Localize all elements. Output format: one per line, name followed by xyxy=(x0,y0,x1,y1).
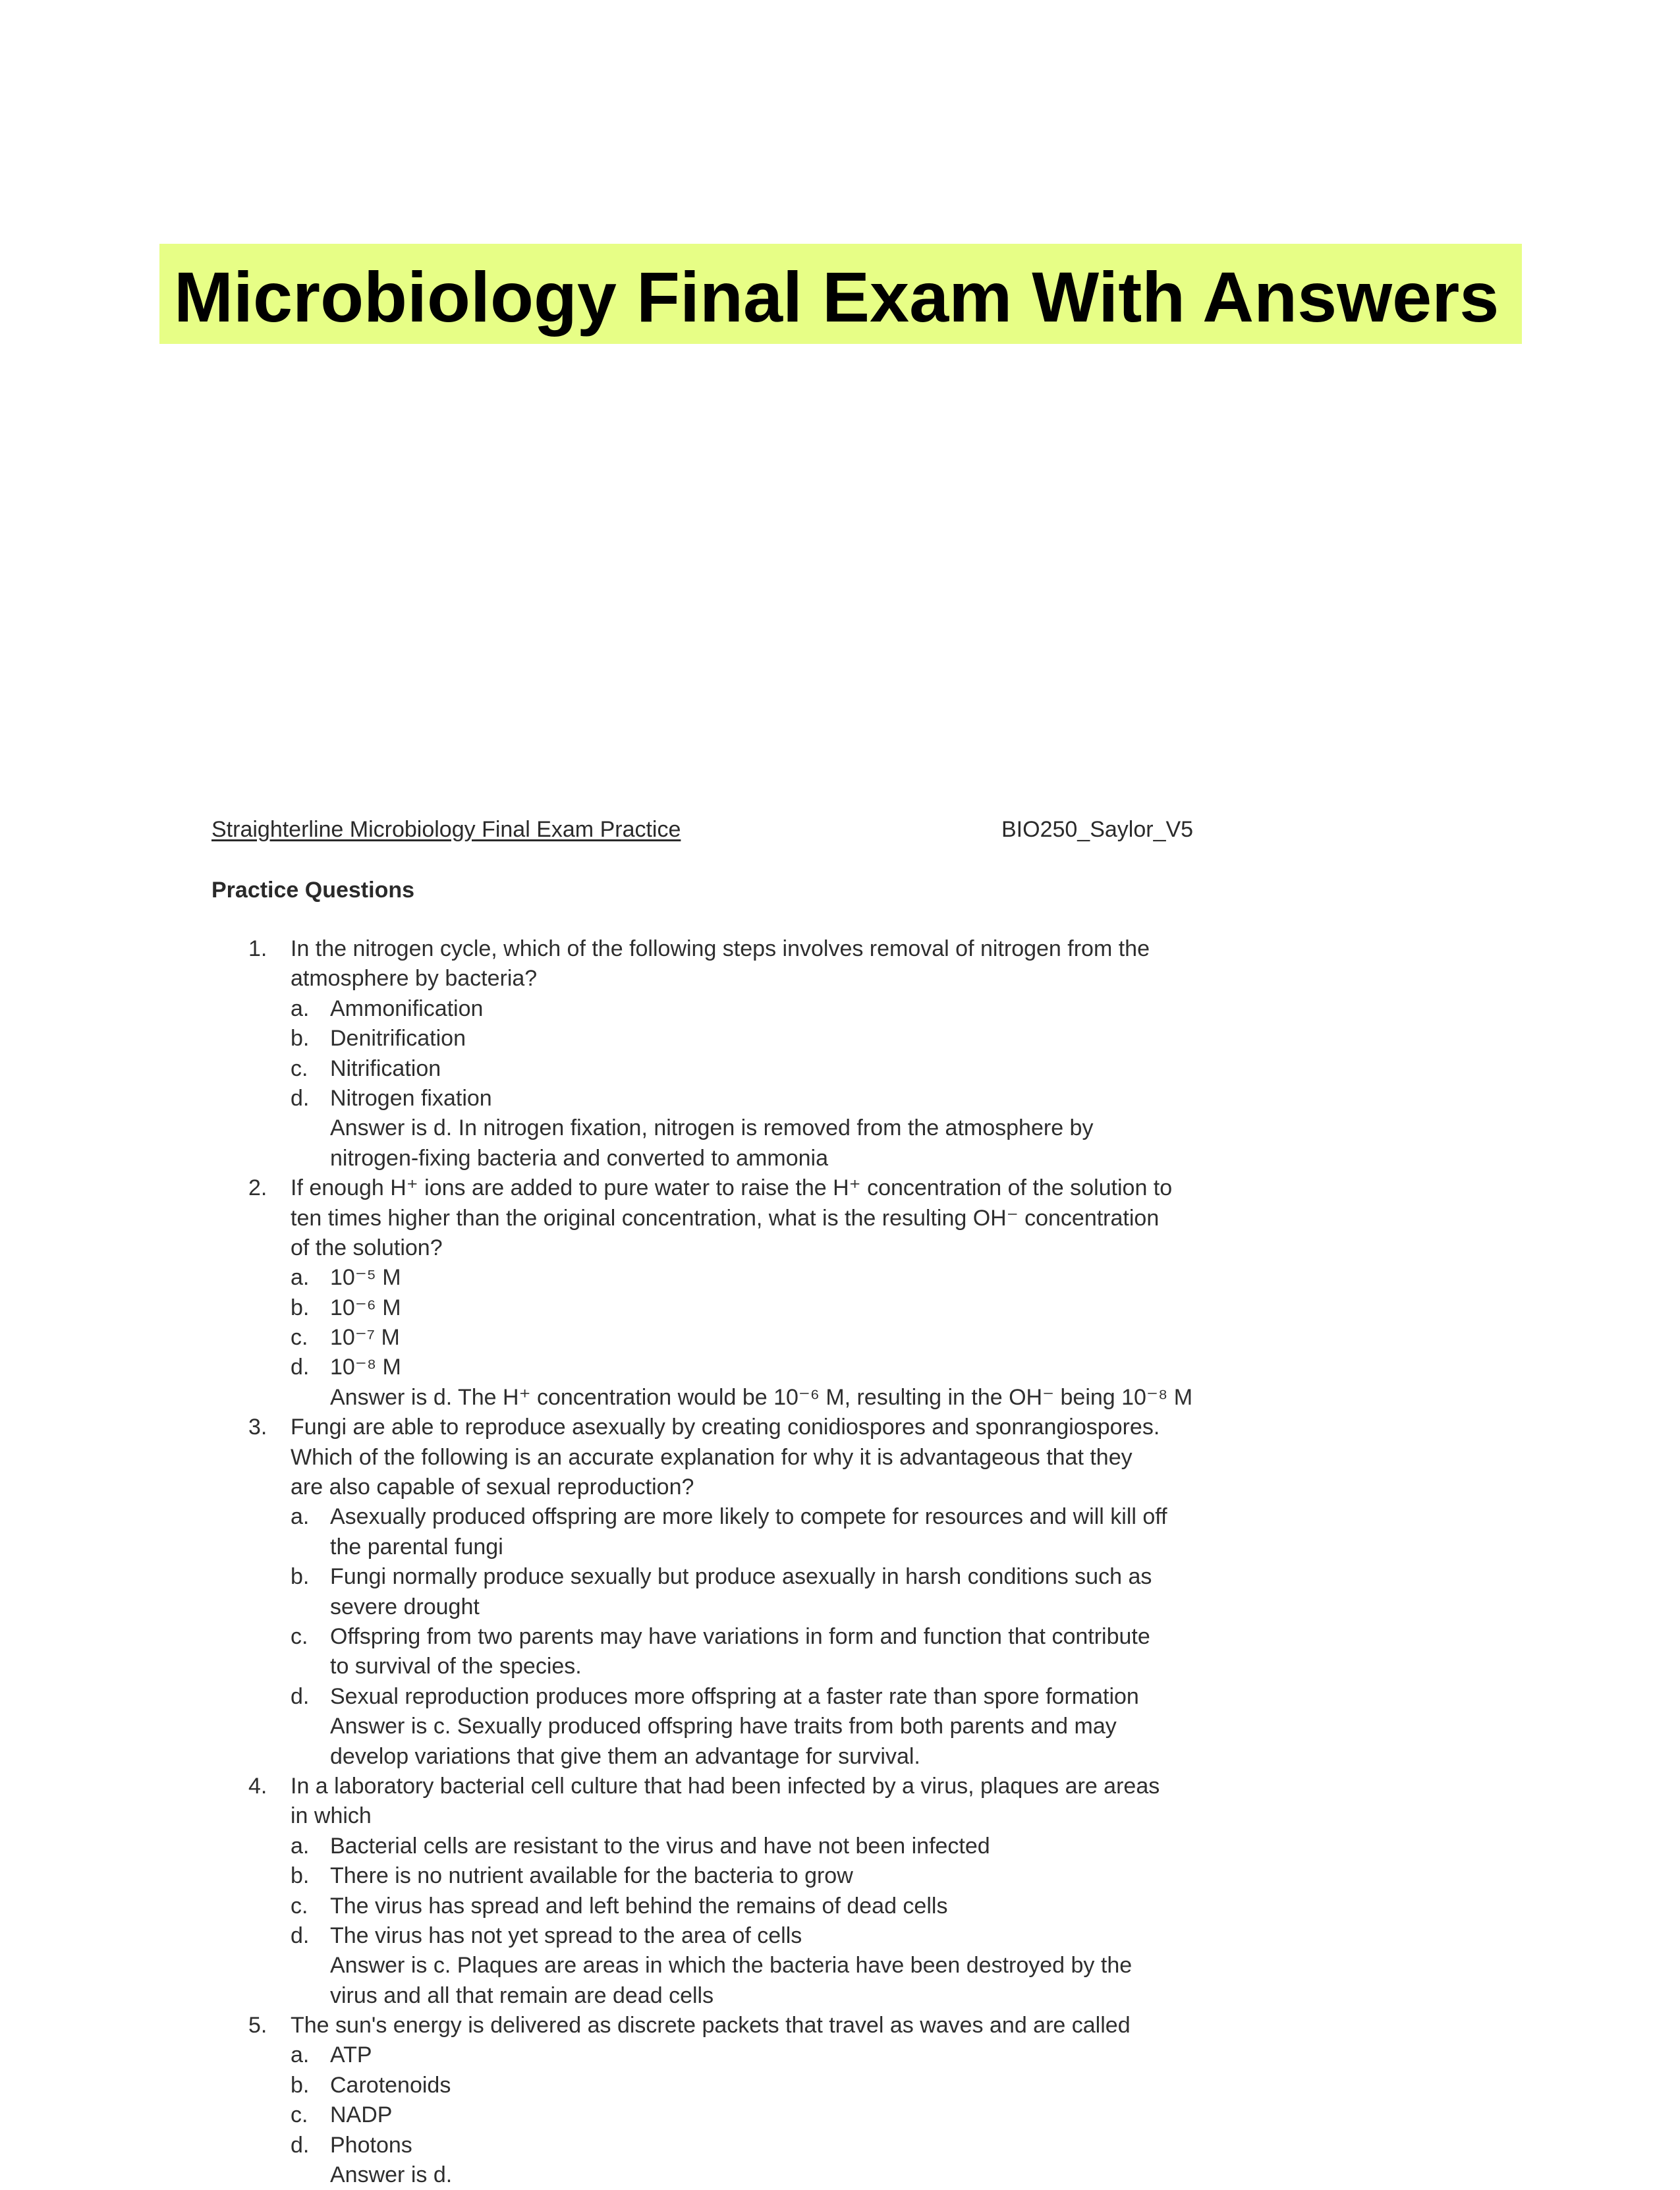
answer-explanation xyxy=(0,1113,1680,1143)
answer-option xyxy=(0,1532,1680,1562)
option-letter: b. xyxy=(291,1564,310,1590)
question-text: ten times higher than the original concentration, what is the resulting OH⁻ concentration xyxy=(291,1205,1160,1231)
option-text: Photons xyxy=(330,2132,412,2158)
answer-option xyxy=(0,2040,1680,2070)
answer-option xyxy=(0,1861,1680,1891)
answer-option xyxy=(0,1084,1680,1113)
option-text: There is no nutrient available for the bacteria to grow xyxy=(330,1863,853,1889)
option-letter: a. xyxy=(291,1504,310,1530)
option-letter: d. xyxy=(291,1085,310,1111)
option-text: NADP xyxy=(330,2102,393,2128)
option-letter: b. xyxy=(291,2072,310,2098)
option-text: 10⁻⁶ M xyxy=(330,1295,401,1320)
question-number: 5. xyxy=(248,2013,267,2038)
document-header xyxy=(211,813,1213,846)
title-banner xyxy=(159,244,1522,344)
question-number: 1. xyxy=(248,936,267,961)
answer-option xyxy=(0,1353,1680,1382)
option-letter: a. xyxy=(291,2042,310,2068)
option-text: severe drought xyxy=(330,1594,480,1619)
answer-option xyxy=(0,1921,1680,1951)
option-letter: c. xyxy=(291,1893,308,1919)
option-letter: a. xyxy=(291,1833,310,1859)
page-title: Microbiology Final Exam With Answers xyxy=(174,257,1499,337)
question-text: atmosphere by bacteria? xyxy=(291,966,538,992)
question-text: In a laboratory bacterial cell culture that had been infected by a virus, plaques are areas xyxy=(291,1773,1160,1799)
answer-option xyxy=(0,1323,1680,1353)
option-letter: c. xyxy=(291,1623,308,1649)
answer-option xyxy=(0,1892,1680,1921)
answer-text: virus and all that remain are dead cells xyxy=(330,1982,714,2008)
option-letter: d. xyxy=(291,1923,310,1948)
answer-explanation xyxy=(0,1742,1680,1772)
question-stem-line xyxy=(0,1443,1680,1473)
question-stem-line xyxy=(0,1413,1680,1442)
answer-option xyxy=(0,1622,1680,1652)
option-letter: a. xyxy=(291,1265,310,1291)
answer-option xyxy=(0,1502,1680,1532)
option-text: 10⁻⁸ M xyxy=(330,1355,401,1380)
answer-option xyxy=(0,994,1680,1024)
option-text: Carotenoids xyxy=(330,2072,451,2098)
answer-text: Answer is d. In nitrogen fixation, nitrogen is removed from the atmosphere by xyxy=(330,1115,1094,1141)
question-stem-line xyxy=(0,1473,1680,1502)
section-heading: Practice Questions xyxy=(211,878,415,903)
question-stem-line xyxy=(0,1772,1680,1801)
question-text: of the solution? xyxy=(291,1235,443,1260)
option-letter: a. xyxy=(291,996,310,1021)
option-letter: b. xyxy=(291,1863,310,1889)
option-letter: c. xyxy=(291,1325,308,1351)
answer-explanation xyxy=(0,1144,1680,1173)
question-stem-line xyxy=(0,1233,1680,1263)
question-stem-line xyxy=(0,1173,1680,1203)
answer-text: Answer is d. xyxy=(330,2162,453,2188)
answer-text: Answer is c. Sexually produced offspring have traits from both parents and may xyxy=(330,1714,1117,1739)
answer-text: Answer is d. The H⁺ concentration would be 10⁻⁶ M, resulting in the OH⁻ being 10⁻⁸ M xyxy=(330,1384,1193,1410)
question-text: in which xyxy=(291,1803,372,1829)
answer-option xyxy=(0,2100,1680,2130)
option-text: Nitrification xyxy=(330,1055,441,1081)
answer-explanation xyxy=(0,1981,1680,2011)
answer-option xyxy=(0,1562,1680,1592)
question-text: Which of the following is an accurate explanation for why it is advantageous that they xyxy=(291,1444,1133,1470)
question-number: 3. xyxy=(248,1415,267,1440)
document-header-code: BIO250_Saylor_V5 xyxy=(1001,817,1194,842)
answer-option xyxy=(0,1024,1680,1053)
question-text: If enough H⁺ ions are added to pure water to raise the H⁺ concentration of the solution to xyxy=(291,1175,1173,1201)
option-letter: b. xyxy=(291,1295,310,1320)
answer-text: nitrogen-fixing bacteria and converted to ammonia xyxy=(330,1145,828,1171)
answer-option xyxy=(0,2131,1680,2160)
document-header-title: Straighterline Microbiology Final Exam Practice xyxy=(211,817,681,842)
option-text: Nitrogen fixation xyxy=(330,1085,492,1111)
question-number: 2. xyxy=(248,1175,267,1201)
question-list xyxy=(0,934,1680,2190)
answer-explanation xyxy=(0,1383,1680,1413)
option-letter: c. xyxy=(291,2102,308,2128)
option-letter: d. xyxy=(291,2132,310,2158)
option-text: Bacterial cells are resistant to the virus and have not been infected xyxy=(330,1833,990,1859)
question-stem-line xyxy=(0,2011,1680,2040)
answer-option xyxy=(0,2071,1680,2100)
option-text: 10⁻⁵ M xyxy=(330,1265,401,1291)
option-text: The virus has spread and left behind the remains of dead cells xyxy=(330,1893,948,1919)
option-text: ATP xyxy=(330,2042,372,2068)
option-letter: d. xyxy=(291,1355,310,1380)
option-text: Offspring from two parents may have variations in form and function that contribute xyxy=(330,1623,1150,1649)
option-letter: b. xyxy=(291,1026,310,1052)
question-text: The sun's energy is delivered as discrete packets that travel as waves and are called xyxy=(291,2013,1131,2038)
option-letter: d. xyxy=(291,1683,310,1709)
answer-explanation xyxy=(0,1951,1680,1980)
option-text: Denitrification xyxy=(330,1026,466,1052)
answer-explanation xyxy=(0,1712,1680,1741)
question-text: are also capable of sexual reproduction? xyxy=(291,1474,694,1500)
option-text: Sexual reproduction produces more offspring at a faster rate than spore formation xyxy=(330,1683,1139,1709)
option-text: 10⁻⁷ M xyxy=(330,1325,400,1351)
answer-option xyxy=(0,1054,1680,1084)
answer-option xyxy=(0,1652,1680,1681)
option-letter: c. xyxy=(291,1055,308,1081)
answer-text: develop variations that give them an advantage for survival. xyxy=(330,1743,920,1769)
option-text: the parental fungi xyxy=(330,1534,503,1559)
question-stem-line xyxy=(0,934,1680,964)
answer-option xyxy=(0,1592,1680,1622)
answer-option xyxy=(0,1263,1680,1293)
option-text: The virus has not yet spread to the area of cells xyxy=(330,1923,802,1948)
question-text: In the nitrogen cycle, which of the following steps involves removal of nitrogen from the xyxy=(291,936,1150,961)
question-stem-line xyxy=(0,1204,1680,1233)
option-text: Fungi normally produce sexually but produce asexually in harsh conditions such as xyxy=(330,1564,1152,1590)
question-number: 4. xyxy=(248,1773,267,1799)
option-text: Asexually produced offspring are more likely to compete for resources and will kill off xyxy=(330,1504,1167,1530)
answer-option xyxy=(0,1682,1680,1712)
option-text: to survival of the species. xyxy=(330,1654,582,1679)
question-stem-line xyxy=(0,1801,1680,1831)
option-text: Ammonification xyxy=(330,996,484,1021)
question-stem-line xyxy=(0,964,1680,994)
answer-option xyxy=(0,1832,1680,1861)
answer-explanation xyxy=(0,2160,1680,2190)
answer-option xyxy=(0,1293,1680,1323)
question-text: Fungi are able to reproduce asexually by creating conidiospores and sponrangiospores. xyxy=(291,1415,1160,1440)
answer-text: Answer is c. Plaques are areas in which the bacteria have been destroyed by the xyxy=(330,1953,1133,1979)
